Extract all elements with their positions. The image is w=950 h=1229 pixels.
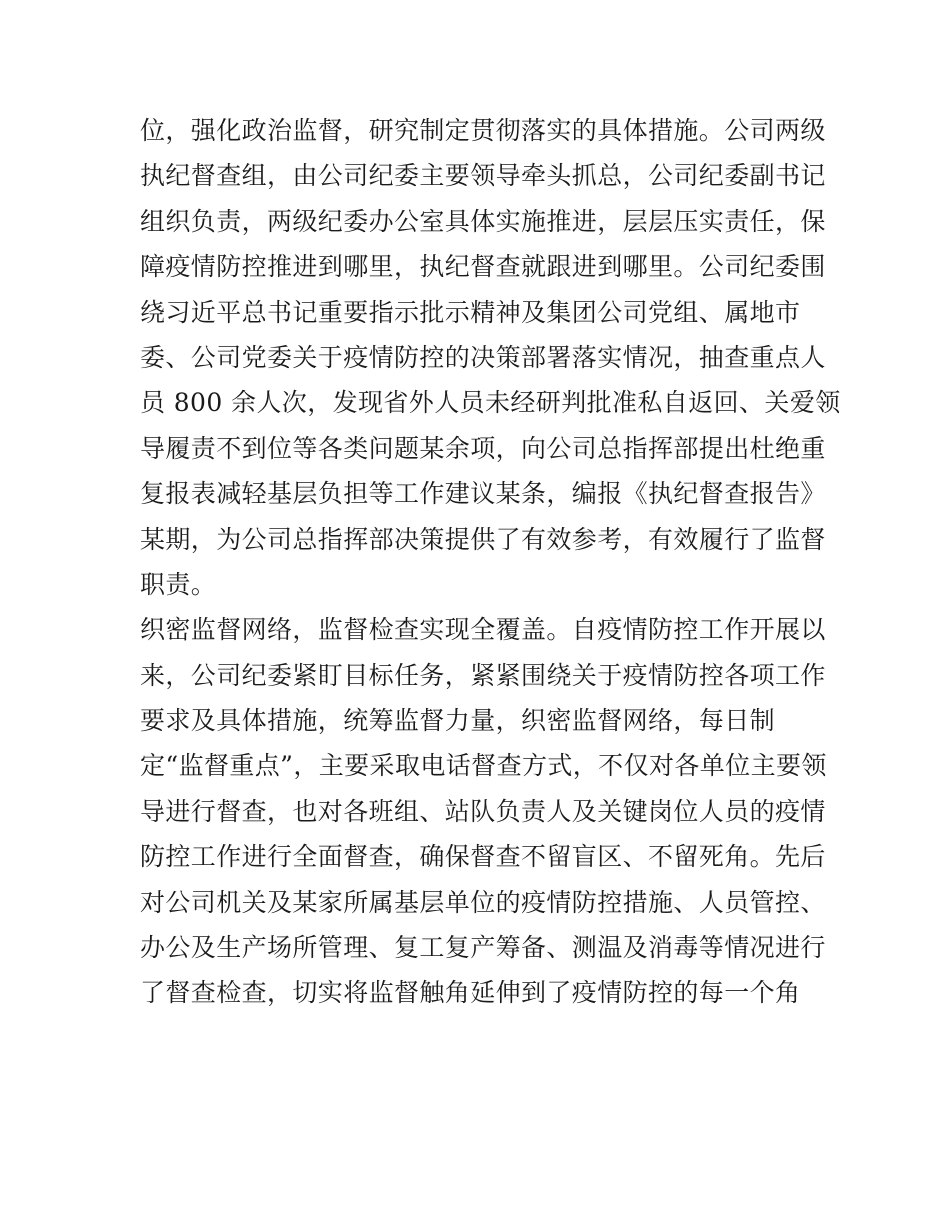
text-line: 委、公司党委关于疫情防控的决策部署落实情况，抽查重点人 [140,342,826,372]
text-line: 复报表减轻基层负担等工作建议某条，编报《执纪督查报告》 [140,479,826,509]
text-line: 要求及具体措施，统筹监督力量，织密监督网络，每日制 [140,706,776,736]
text-line: 绕习近平总书记重要指示批示精神及集团公司党组、属地市 [140,297,801,327]
text-line: 了督查检查，切实将监督触角延伸到了疫情防控的每一个角 [140,978,801,1008]
text-line: 织密监督网络，监督检查实现全覆盖。自疫情防控工作开展以 [140,615,826,645]
text-line: 导进行督查，也对各班组、站队负责人及关键岗位人员的疫情 [140,796,826,826]
text-line: 办公及生产场所管理、复工复产筹备、测温及消毒等情况进行 [140,933,826,963]
text-line: 对公司机关及某家所属基层单位的疫情防控措施、人员管控、 [140,887,826,917]
text-line: 导履责不到位等各类问题某余项，向公司总指挥部提出杜绝重 [140,433,826,463]
text-line: 执纪督查组，由公司纪委主要领导牵头抓总，公司纪委副书记 [140,161,826,191]
text-line: 位，强化政治监督，研究制定贯彻落实的具体措施。公司两级 [140,116,826,145]
text-line: 障疫情防控推进到哪里，执纪督查就跟进到哪里。公司纪委围 [140,252,826,282]
text-line: 组织负责，两级纪委办公室具体实施推进，层层压实责任，保 [140,206,826,236]
body-text [140,108,841,1016]
text-line: 来，公司纪委紧盯目标任务，紧紧围绕关于疫情防控各项工作 [140,660,826,690]
text-line: 员 800 余人次，发现省外人员未经研判批准私自返回、关爱领 [140,388,841,418]
text-line: 防控工作进行全面督查，确保督查不留盲区、不留死角。先后 [140,842,826,872]
text-line: 职责。 [140,569,217,599]
text-line: 定“监督重点”，主要采取电话督查方式，不仅对各单位主要领 [140,751,827,781]
text-line: 某期，为公司总指挥部决策提供了有效参考，有效履行了监督 [140,524,826,554]
